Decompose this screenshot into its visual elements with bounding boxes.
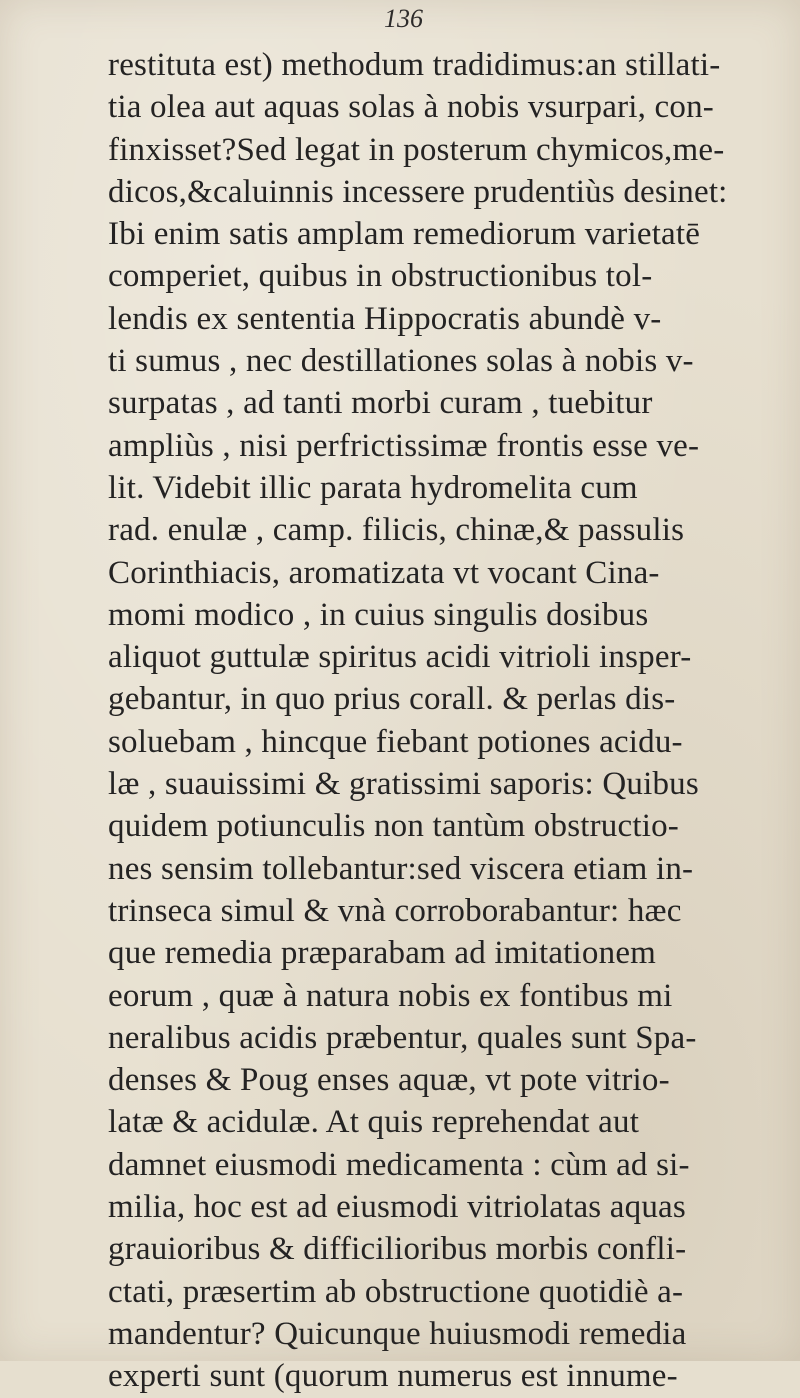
body-text [108,44,796,1398]
page-number: 136 [384,4,423,33]
text-line: læ , suauissimi & gratissimi saporis: Quibus [108,766,699,803]
text-line: momi modico , in cuius singulis dosibus [108,596,649,633]
text-line: restituta est) methodum tradidimus:an stillati- [108,47,721,83]
text-line: soluebam , hincque fiebant potiones acidu- [108,723,683,760]
text-line: rad. enulæ , camp. filicis, chinæ,& passulis [108,512,685,549]
text-line: damnet eiusmodi medicamenta : cùm ad si- [108,1146,690,1183]
text-line: comperiet, quibus in obstructionibus tol- [108,258,653,295]
text-line: eorum , quæ à natura nobis ex fontibus mi [108,977,673,1014]
text-line: aliquot guttulæ spiritus acidi vitrioli insper- [108,639,692,676]
text-line: mandentur? Quicunque huiusmodi remedia [108,1315,687,1352]
text-line: lendis ex sententia Hippocratis abundè v- [108,300,662,337]
text-line: Corinthiacis, aromatizata vt vocant Cina- [108,554,660,591]
text-line: surpatas , ad tanti morbi curam , tuebitur [108,385,653,422]
text-line: Ibi enim satis amplam remediorum varietatē [108,216,701,253]
text-line: nes sensim tollebantur:sed viscera etiam in- [108,850,694,887]
text-line: ti sumus , nec destillationes solas à nobis v- [108,343,694,380]
text-line: quidem potiunculis non tantùm obstructio- [108,808,679,845]
text-line: neralibus acidis præbentur, quales sunt Spa- [108,1019,697,1056]
text-line: tia olea aut aquas solas à nobis vsurpari, con- [108,89,714,126]
text-line: finxisset?Sed legat in posterum chymicos,me- [108,131,725,168]
text-line: trinseca simul & vnà corroborabantur: hæc [108,892,682,929]
text-line: denses & Poug enses aquæ, vt pote vitrio- [108,1062,670,1099]
text-line: experti sunt (quorum numerus est innume- [108,1358,678,1395]
text-line: lit. Videbit illic parata hydromelita cum [108,469,638,506]
text-line: que remedia præparabam ad imitationem [108,935,657,972]
text-line: ctati, præsertim ab obstructione quotidiè a- [108,1273,684,1310]
text-line: milia, hoc est ad eiusmodi vitriolatas aquas [108,1189,686,1226]
text-line: grauioribus & difficilioribus morbis confli- [108,1231,687,1268]
text-line: ampliùs , nisi perfrictissimæ frontis esse ve- [108,427,700,464]
text-line: gebantur, in quo prius corall. & perlas dis- [108,681,676,718]
text-line: dicos,&caluinnis incessere prudentiùs desinet: [108,173,728,210]
text-line: latæ & acidulæ. At quis reprehendat aut [108,1104,640,1141]
